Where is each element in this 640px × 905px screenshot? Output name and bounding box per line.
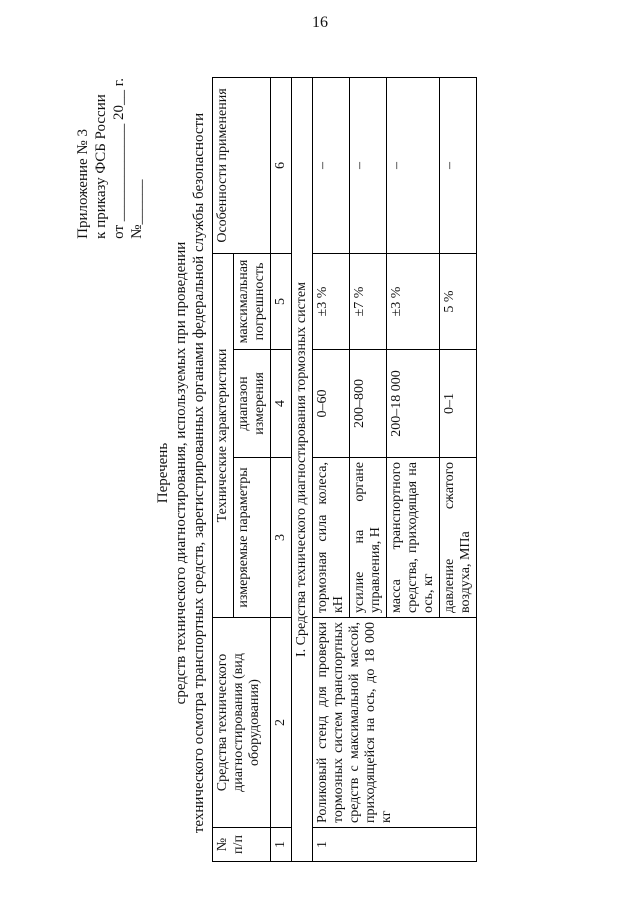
row-error: ±3 % bbox=[313, 254, 350, 350]
row-error: ±3 % bbox=[387, 254, 440, 350]
item-equipment-name: Роликовый стенд для проверки тормозных систем транспортных средств с максимальной массой, приходящейся на ось, до 18 000 кг bbox=[313, 618, 477, 828]
row-range: 0–1 bbox=[440, 350, 477, 458]
item-number: 1 bbox=[313, 828, 477, 862]
row-note: – bbox=[350, 78, 387, 254]
column-number: 5 bbox=[271, 254, 292, 350]
section-row bbox=[292, 78, 313, 862]
heading-title: Перечень bbox=[155, 442, 171, 504]
row-range: 200–800 bbox=[350, 350, 387, 458]
row-parameter: давление сжатого воздуха, МПа bbox=[440, 458, 477, 618]
row-range: 200–18 000 bbox=[387, 350, 440, 458]
header-parameters: измеряемые параметры bbox=[234, 458, 271, 618]
appendix-number: №______ bbox=[129, 179, 145, 239]
column-number: 4 bbox=[271, 350, 292, 458]
header-row-1 bbox=[213, 78, 234, 862]
row-error: ±7 % bbox=[350, 254, 387, 350]
appendix-title: Приложение № 3 bbox=[75, 129, 91, 239]
row-note: – bbox=[313, 78, 350, 254]
header-num: № п/п bbox=[213, 828, 271, 862]
column-number: 2 bbox=[271, 618, 292, 828]
rotated-page-content bbox=[62, 78, 612, 868]
row-note: – bbox=[440, 78, 477, 254]
column-numbers-row bbox=[271, 78, 292, 862]
header-features: Особенности применения bbox=[213, 78, 271, 254]
header-error: максимальная погрешность bbox=[234, 254, 271, 350]
row-error: 5 % bbox=[440, 254, 477, 350]
heading-line-3: технического осмотра транспортных средств, зарегистрированных органами федеральной службы безопасности bbox=[191, 112, 207, 834]
column-number: 3 bbox=[271, 458, 292, 618]
appendix-block bbox=[74, 78, 146, 239]
row-parameter: масса транспортного средства, приходящая на ось, кг bbox=[387, 458, 440, 618]
row-note: – bbox=[387, 78, 440, 254]
table-row bbox=[313, 78, 350, 862]
row-parameter: тормозная сила колеса, кН bbox=[313, 458, 350, 618]
appendix-order: к приказу ФСБ России bbox=[93, 94, 109, 239]
row-parameter: усилие на органе управления, Н bbox=[350, 458, 387, 618]
header-equipment: Средства технического диагностирования (вид оборудования) bbox=[213, 618, 271, 828]
column-number: 1 bbox=[271, 828, 292, 862]
column-number: 6 bbox=[271, 78, 292, 254]
row-range: 0–60 bbox=[313, 350, 350, 458]
appendix-date: от _____________ 20__ г. bbox=[111, 78, 127, 239]
document-heading bbox=[154, 78, 208, 868]
equipment-table bbox=[212, 77, 477, 862]
page-number: 16 bbox=[312, 14, 328, 31]
header-range: диапазон измерения bbox=[234, 350, 271, 458]
heading-line-2: средств технического диагностирования, используемых при проведении bbox=[173, 241, 189, 705]
section-title: I. Средства технического диагностирования тормозных систем bbox=[292, 78, 313, 862]
header-tech-characteristics: Технические характеристики bbox=[213, 254, 234, 618]
